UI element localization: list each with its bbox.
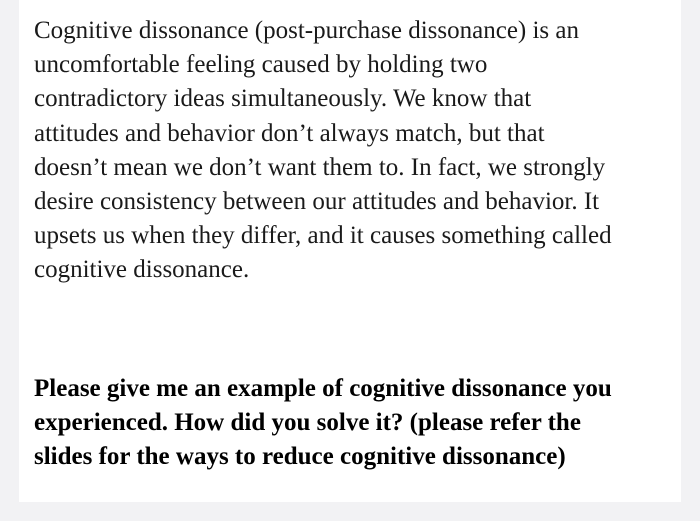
paragraph-line: uncomfortable feeling caused by holding two	[34, 51, 488, 79]
paragraph-line: Cognitive dissonance (post-purchase dissonance) is an	[34, 17, 580, 44]
question-line: slides for the ways to reduce cognitive dissonance)	[34, 443, 566, 471]
paragraph-line: cognitive dissonance.	[34, 256, 250, 284]
paragraph-line: desire consistency between our attitudes and behavior. It	[34, 188, 600, 216]
paragraph-line: upsets us when they differ, and it causes something called	[34, 222, 612, 250]
paragraph-line: doesn’t mean we don’t want them to. In fact, we strongly	[34, 153, 606, 181]
definition-paragraph	[34, 14, 674, 288]
paragraph-line: contradictory ideas simultaneously. We know that	[34, 85, 532, 113]
document-card	[19, 0, 681, 502]
question-line: experienced. How did you solve it? (please refer the	[34, 409, 581, 437]
question-line: Please give me an example of cognitive dissonance you	[34, 375, 612, 402]
paragraph-line: attitudes and behavior don’t always match, but that	[34, 119, 545, 147]
question-paragraph	[34, 372, 674, 475]
